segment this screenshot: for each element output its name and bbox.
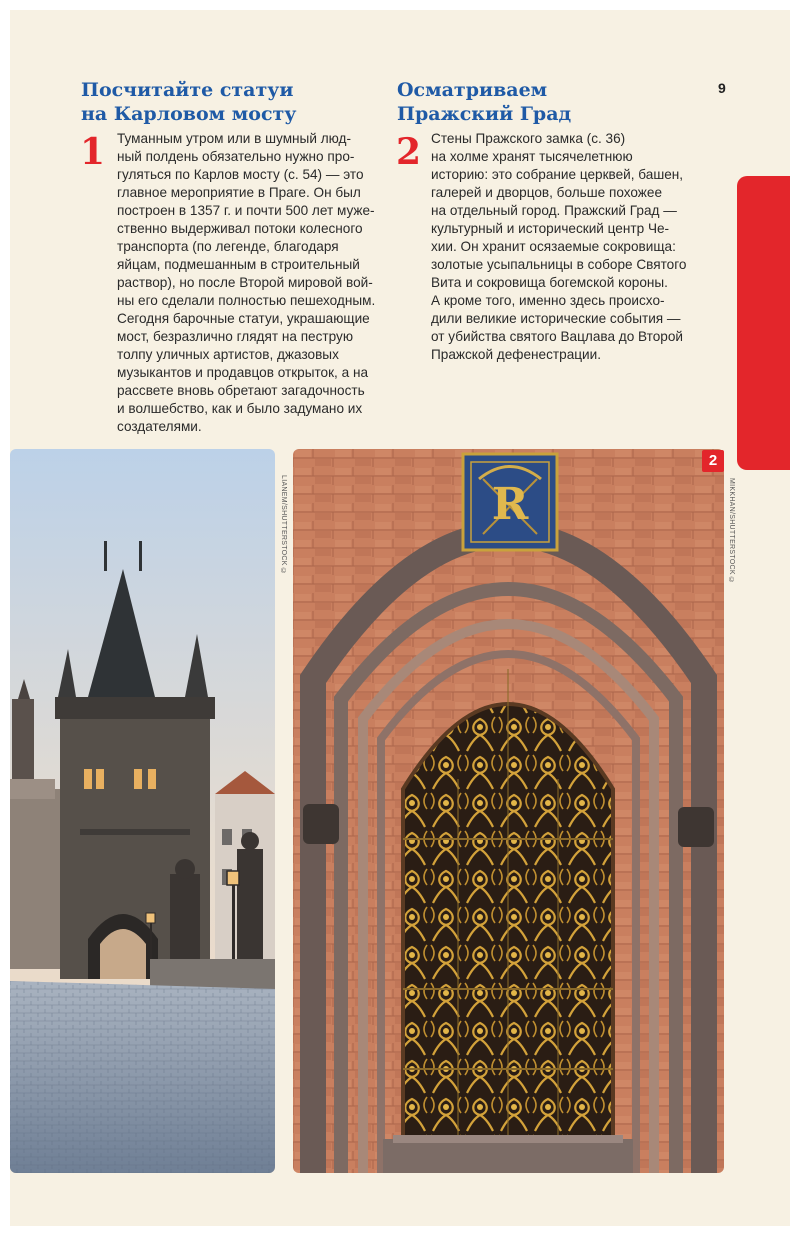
section-1-body-line: рассвете вновь обретают загадочность xyxy=(117,383,365,398)
section-1-title xyxy=(81,78,296,126)
gothic-window-illustration xyxy=(293,449,724,1173)
section-2-body xyxy=(431,130,721,364)
castle-photo-credit: MIKKHAN/SHUTTERSTOCK © xyxy=(728,478,735,585)
section-1-body-line: гуляться по Карлов мосту (с. 54) — это xyxy=(117,167,364,182)
section-1-body-line: музыкантов и продавцов открыток, а на xyxy=(117,365,369,380)
section-1-body-line: и волшебство, как и было задумано их xyxy=(117,401,363,416)
section-1-body-line: мост, безразлично глядят на пеструю xyxy=(117,329,354,344)
section-1-number: 1 xyxy=(80,131,106,173)
photo-badge: 2 xyxy=(702,450,724,472)
section-1-body-line: ный полдень обязательно нужно про- xyxy=(117,149,355,164)
page-number: 9 xyxy=(718,80,726,96)
section-2-body-line: хии. Он хранит осязаемые сокровища: xyxy=(431,239,676,254)
section-1-title-line: Посчитайте статуи xyxy=(81,79,294,101)
section-2-body-line: А кроме того, именно здесь происхо- xyxy=(431,293,665,308)
section-1-body-line: построен в 1357 г. и почти 500 лет муже- xyxy=(117,203,375,218)
section-1-body-line: создателями. xyxy=(117,419,202,434)
section-2-body-line: дили великие исторические события — xyxy=(431,311,681,326)
section-1-body-line: главное мероприятие в Праге. Он был xyxy=(117,185,361,200)
section-2-body-line: Стены Пражского замка (с. 36) xyxy=(431,131,626,146)
section-2-title-line: Пражский Град xyxy=(397,103,572,125)
section-1-body-line: яйцам, подмешанным в строительный xyxy=(117,257,360,272)
section-2-body-line: историю: это собрание церквей, башен, xyxy=(431,167,684,182)
section-1-body-line: ственно выдерживал потоки колесного xyxy=(117,221,363,236)
section-1-body-line: раствор), но после Второй мировой вой- xyxy=(117,275,373,290)
section-2-body-line: на отдельный город. Пражский Град — xyxy=(431,203,677,218)
chapter-tab xyxy=(737,176,790,470)
section-2-number: 2 xyxy=(396,131,422,173)
section-1-body xyxy=(117,130,377,436)
bridge-photo-credit: LIANEM/SHUTTERSTOCK © xyxy=(280,475,287,576)
section-1-title-line: на Карловом мосту xyxy=(81,103,297,125)
section-2-body-line: Пражской дефенестрации. xyxy=(431,347,602,362)
section-2-body-line: на холме хранят тысячелетнюю xyxy=(431,149,633,164)
castle-window-photo xyxy=(293,449,724,1173)
section-2-body-line: от убийства святого Вацлава до Второй xyxy=(431,329,684,344)
section-1-body-line: Туманным утром или в шумный люд- xyxy=(117,131,351,146)
section-1-body-line: транспорта (по легенде, благодаря xyxy=(117,239,339,254)
section-2-body-line: Вита и сокровища богемской короны. xyxy=(431,275,668,290)
charles-bridge-illustration xyxy=(10,449,275,1173)
section-1-body-line: Сегодня барочные статуи, украшающие xyxy=(117,311,370,326)
charles-bridge-photo xyxy=(10,449,275,1173)
section-1-body-line: толпу уличных артистов, джазовых xyxy=(117,347,339,362)
section-2-title xyxy=(397,78,571,126)
section-2-body-line: золотые усыпальницы в соборе Святого xyxy=(431,257,687,272)
monogram-letter: R xyxy=(491,479,529,530)
section-2-body-line: культурный и исторический центр Че- xyxy=(431,221,670,236)
section-2-body-line: галерей и дворцов, больше похожее xyxy=(431,185,663,200)
section-2-title-line: Осматриваем xyxy=(397,79,548,101)
section-1-body-line: ны его сделали полностью пешеходным. xyxy=(117,293,376,308)
